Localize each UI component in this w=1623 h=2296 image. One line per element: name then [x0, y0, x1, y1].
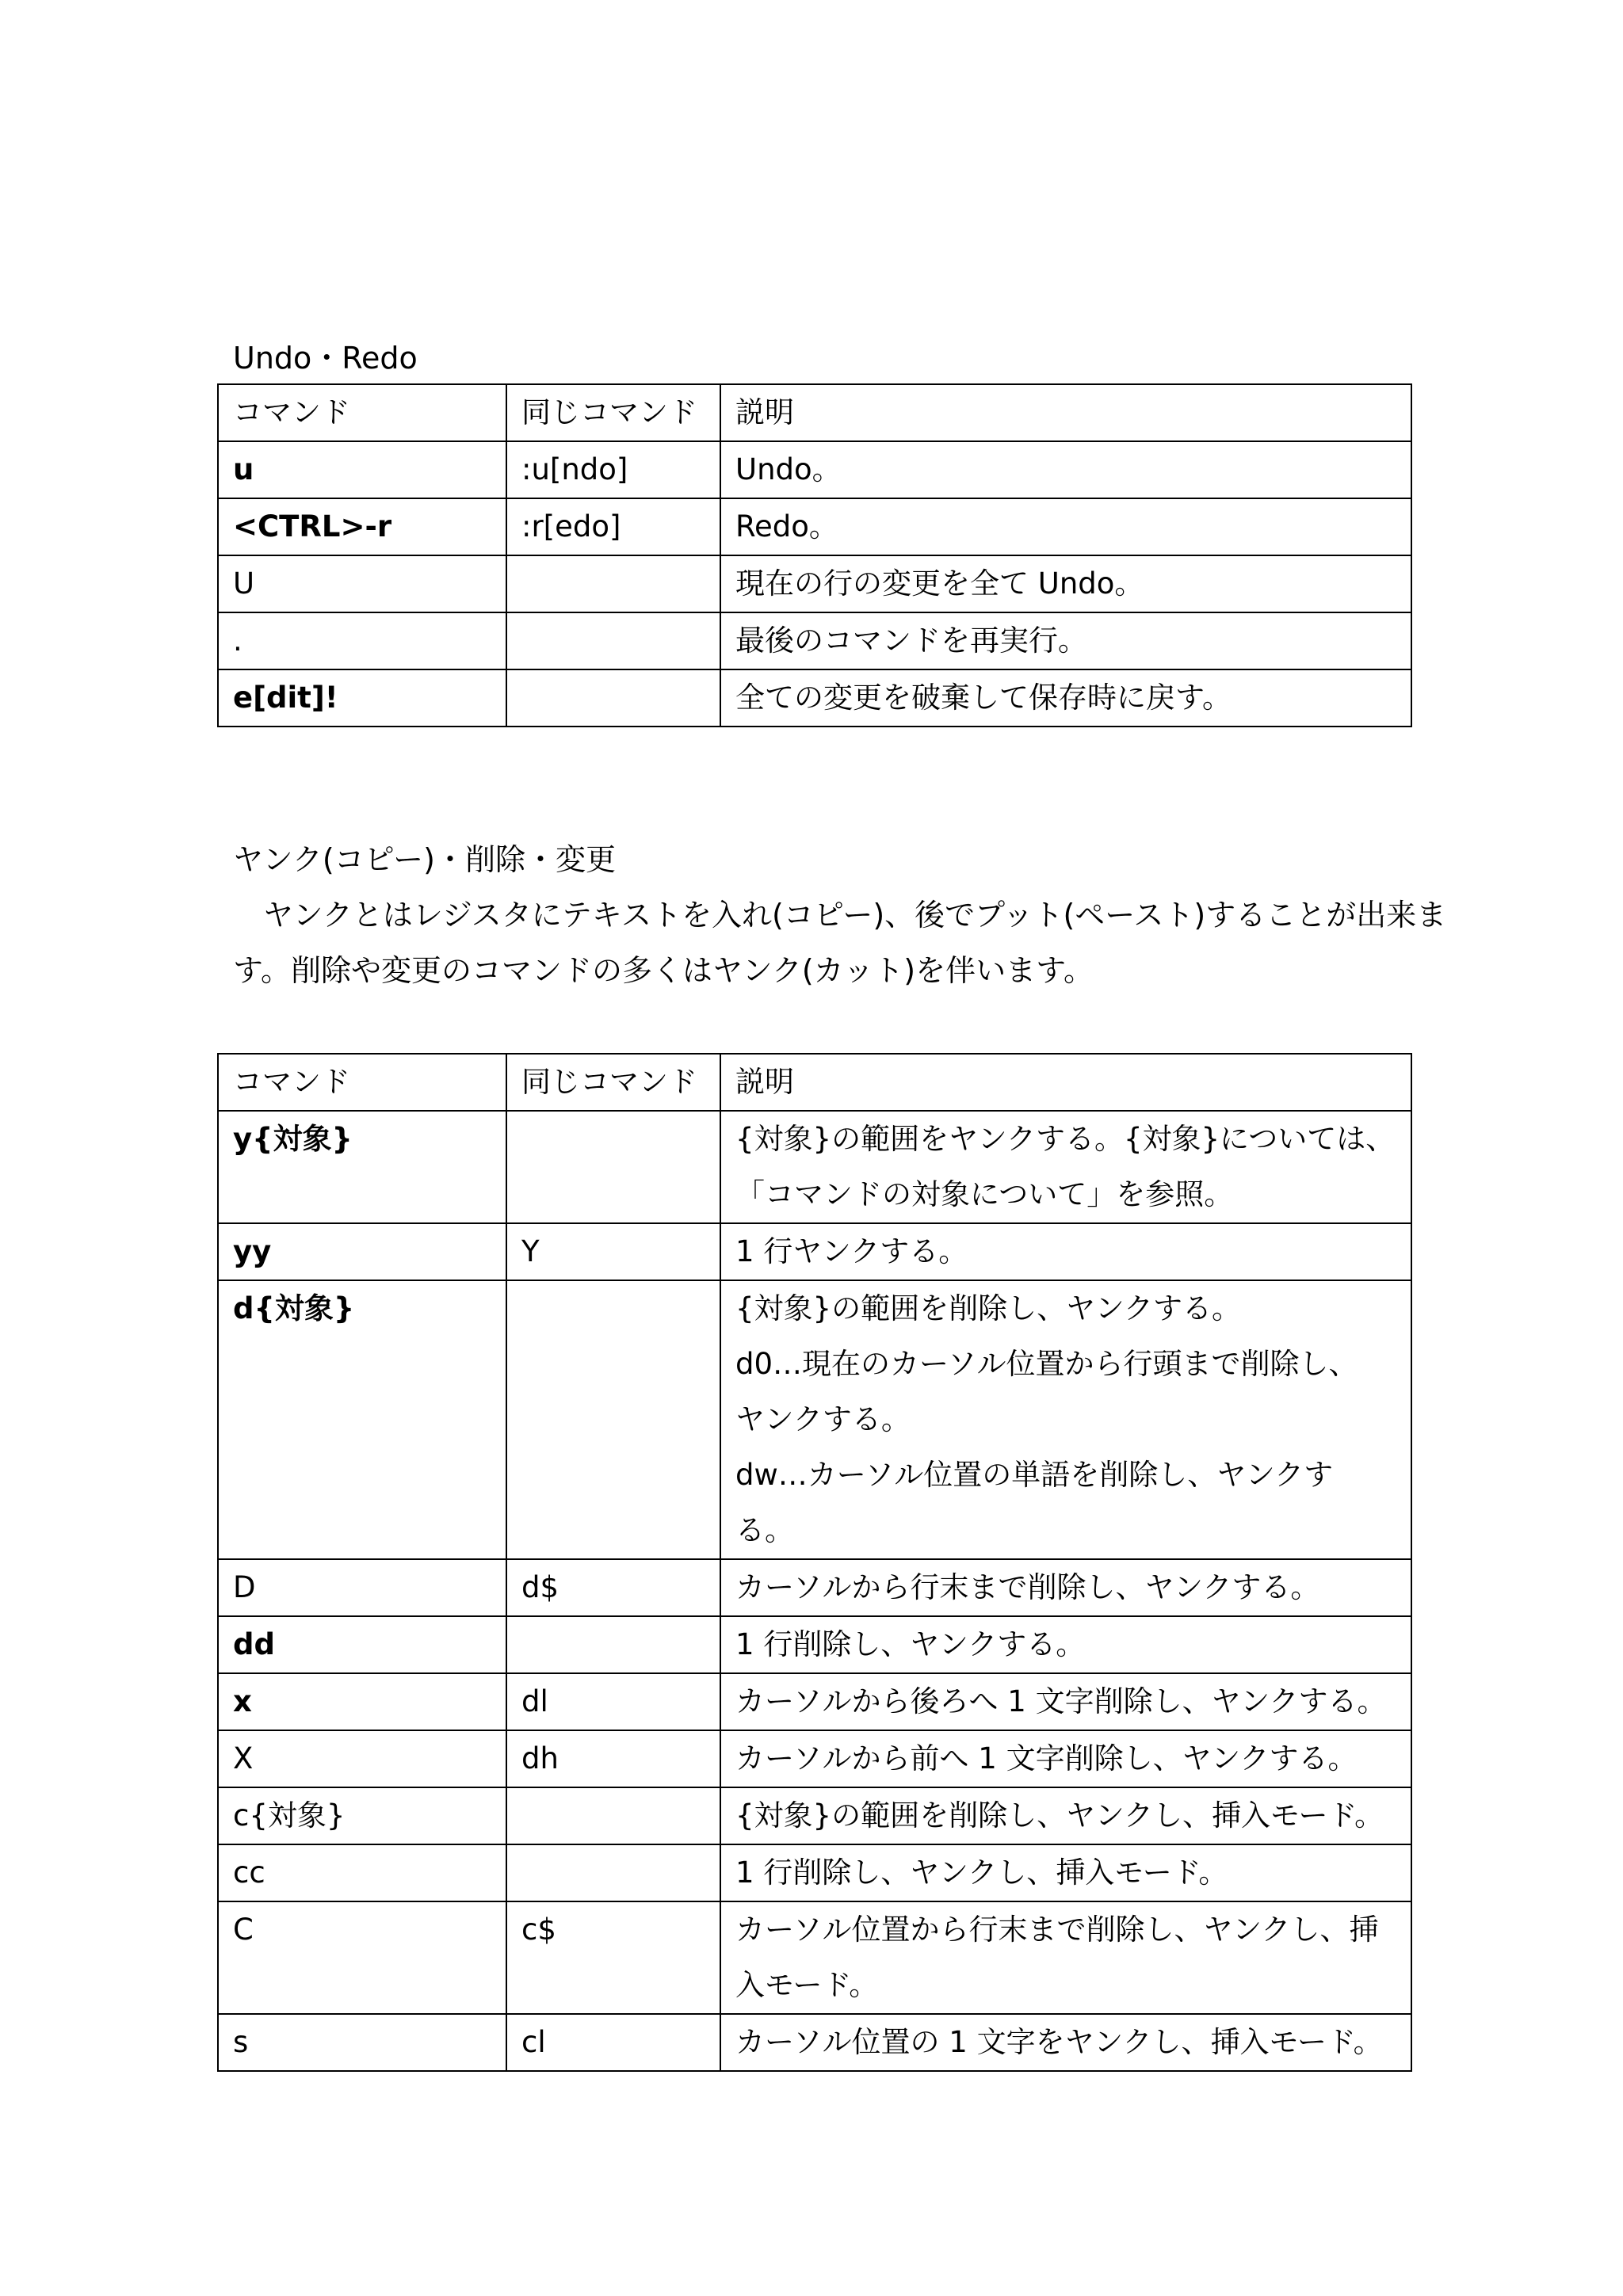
command-cell: <CTRL>-r	[218, 498, 506, 555]
description-cell	[720, 1730, 1411, 1787]
description-cell	[720, 441, 1411, 498]
description-cell	[720, 669, 1411, 727]
description-cell	[720, 612, 1411, 669]
table-header-row	[218, 1054, 1411, 1111]
yank-delete-change-table	[217, 1053, 1412, 2072]
same-command-cell: Y	[506, 1223, 720, 1280]
description-line: ヤンクする。	[735, 1402, 911, 1436]
same-command-cell: d$	[506, 1559, 720, 1616]
same-command-cell	[506, 612, 720, 669]
table-row	[218, 1844, 1411, 1901]
description-cell	[720, 1111, 1411, 1223]
table-row	[218, 441, 1411, 498]
command-cell: yy	[218, 1223, 506, 1280]
command-cell: U	[218, 555, 506, 612]
table-row	[218, 1616, 1411, 1673]
description-line: カーソルから行末まで削除し、ヤンクする。	[735, 1570, 1320, 1604]
description-cell	[720, 2014, 1411, 2071]
description-cell	[720, 1559, 1411, 1616]
command-cell: u	[218, 441, 506, 498]
command-cell: C	[218, 1901, 506, 2014]
description-line: 1 行削除し、ヤンクする。	[735, 1627, 1086, 1661]
same-command-cell: :r[edo]	[506, 498, 720, 555]
description-line: 1 行削除し、ヤンクし、挿入モード。	[735, 1855, 1228, 1890]
same-command-cell: dh	[506, 1730, 720, 1787]
table-row	[218, 669, 1411, 727]
description-line: 最後のコマンドを再実行。	[735, 624, 1087, 658]
description-line: d0…現在のカーソル位置から行頭まで削除し、	[735, 1347, 1358, 1381]
description-line: {対象}の範囲を削除し、ヤンクし、挿入モード。	[735, 1798, 1384, 1833]
header-same-command: 同じコマンド	[506, 1054, 720, 1111]
intro-line: す。削除や変更のコマンドの多くはヤンク(カット)を伴います。	[233, 953, 1094, 988]
command-cell: X	[218, 1730, 506, 1787]
description-line: る。	[735, 1513, 794, 1547]
command-cell: e[dit]!	[218, 669, 506, 727]
header-description: 説明	[720, 1054, 1411, 1111]
description-line: カーソルから後ろへ 1 文字削除し、ヤンクする。	[735, 1684, 1387, 1718]
command-cell: d{対象}	[218, 1280, 506, 1559]
header-description: 説明	[720, 384, 1411, 441]
description-line: カーソル位置から行末まで削除し、ヤンクし、挿	[735, 1913, 1379, 1947]
description-cell	[720, 555, 1411, 612]
table-row	[218, 1673, 1411, 1730]
same-command-cell: cl	[506, 2014, 720, 2071]
section-title-undo-redo: Undo・Redo	[233, 341, 418, 376]
description-line: 1 行ヤンクする。	[735, 1234, 968, 1268]
table-row	[218, 1280, 1411, 1559]
same-command-cell: c$	[506, 1901, 720, 2014]
description-cell	[720, 498, 1411, 555]
same-command-cell	[506, 1844, 720, 1901]
command-cell: D	[218, 1559, 506, 1616]
same-command-cell: :u[ndo]	[506, 441, 720, 498]
command-cell: .	[218, 612, 506, 669]
description-line: Undo。	[735, 452, 842, 486]
table-row	[218, 1559, 1411, 1616]
description-line: 全ての変更を破棄して保存時に戻す。	[735, 681, 1232, 715]
table-row	[218, 612, 1411, 669]
table-row	[218, 1223, 1411, 1280]
same-command-cell: dl	[506, 1673, 720, 1730]
command-cell: y{対象}	[218, 1111, 506, 1223]
table-row	[218, 1730, 1411, 1787]
description-cell	[720, 1673, 1411, 1730]
command-cell: s	[218, 2014, 506, 2071]
description-line: カーソルから前へ 1 文字削除し、ヤンクする。	[735, 1741, 1358, 1775]
table-row	[218, 555, 1411, 612]
intro-paragraph	[233, 887, 1447, 998]
table-row	[218, 1111, 1411, 1223]
description-cell	[720, 1616, 1411, 1673]
header-command: コマンド	[218, 1054, 506, 1111]
command-cell: c{対象}	[218, 1787, 506, 1844]
same-command-cell	[506, 1280, 720, 1559]
command-cell: dd	[218, 1616, 506, 1673]
same-command-cell	[506, 1787, 720, 1844]
command-cell: cc	[218, 1844, 506, 1901]
header-same-command: 同じコマンド	[506, 384, 720, 441]
description-line: 入モード。	[735, 1968, 879, 2002]
description-line: dw…カーソル位置の単語を削除し、ヤンクす	[735, 1458, 1334, 1492]
same-command-cell	[506, 1616, 720, 1673]
description-line: Redo。	[735, 509, 838, 543]
description-line: {対象}の範囲を削除し、ヤンクする。	[735, 1291, 1241, 1325]
undo-redo-table	[217, 383, 1412, 727]
table-row	[218, 1787, 1411, 1844]
description-cell	[720, 1787, 1411, 1844]
header-command: コマンド	[218, 384, 506, 441]
table-header-row	[218, 384, 1411, 441]
same-command-cell	[506, 555, 720, 612]
command-cell: x	[218, 1673, 506, 1730]
section-title-yank-delete-change: ヤンク(コピー)・削除・変更	[233, 842, 616, 877]
description-line: カーソル位置の 1 文字をヤンクし、挿入モード。	[735, 2025, 1383, 2059]
description-line: {対象}の範囲をヤンクする。{対象}については、	[735, 1122, 1396, 1156]
table-row	[218, 2014, 1411, 2071]
table-row	[218, 498, 1411, 555]
description-line: 「コマンドの対象について」を参照。	[735, 1177, 1234, 1211]
description-cell	[720, 1844, 1411, 1901]
description-cell	[720, 1901, 1411, 2014]
table-row	[218, 1901, 1411, 2014]
description-line: 現在の行の変更を全て Undo。	[735, 566, 1144, 601]
description-cell	[720, 1223, 1411, 1280]
same-command-cell	[506, 669, 720, 727]
description-cell	[720, 1280, 1411, 1559]
same-command-cell	[506, 1111, 720, 1223]
intro-line: ヤンクとはレジスタにテキストを入れ(コピー)、後でプット(ペースト)することが出来ま	[233, 898, 1447, 933]
